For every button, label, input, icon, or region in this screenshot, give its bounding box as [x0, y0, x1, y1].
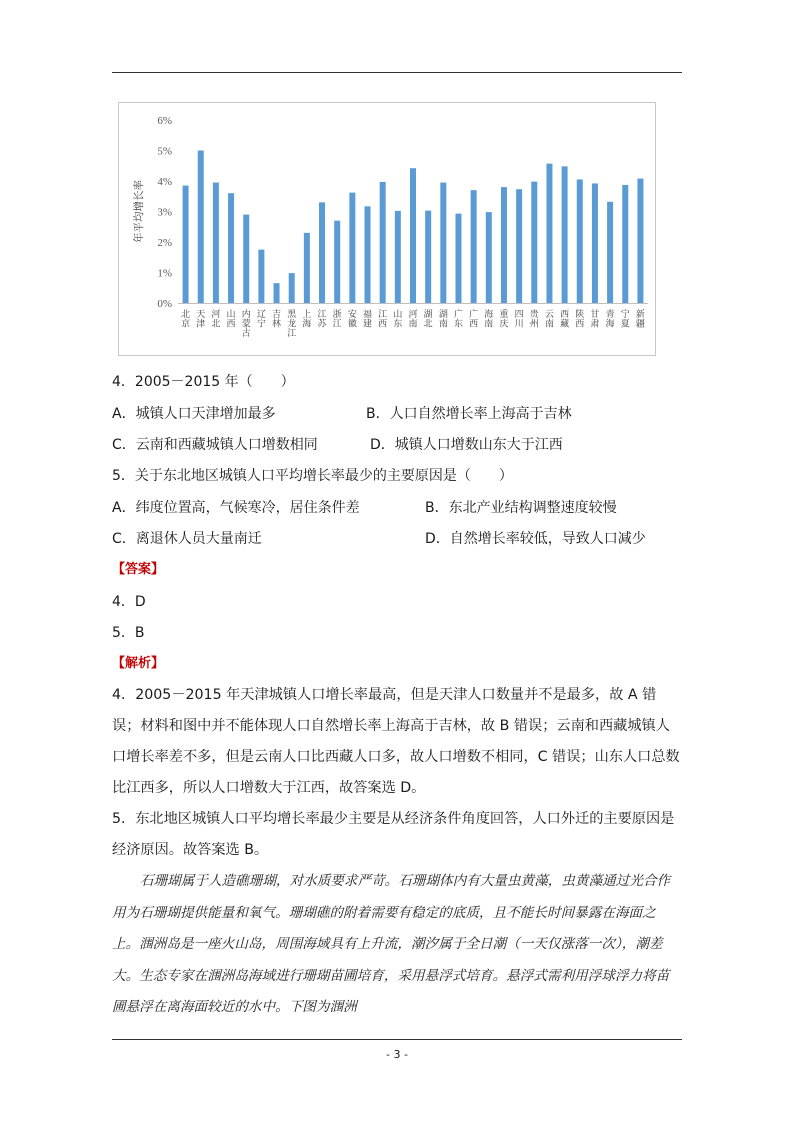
y-tick-label: 4%	[157, 176, 172, 188]
y-tick-label: 3%	[157, 206, 172, 219]
bar	[183, 186, 189, 303]
category-label: 上海	[302, 310, 312, 330]
category-label: 吉林	[272, 310, 282, 330]
analysis-heading: 【解析】	[112, 656, 165, 671]
category-label: 湖南	[438, 310, 448, 330]
bar	[486, 212, 492, 303]
answer-heading: 【答案】	[112, 562, 165, 577]
category-label: 青海	[605, 310, 615, 330]
bar	[425, 211, 431, 303]
question-5-option-d: D．自然增长率较低，导致人口减少	[425, 531, 646, 547]
category-label: 河北	[211, 310, 221, 330]
bar	[319, 202, 325, 303]
bar	[516, 189, 522, 303]
category-label: 四川	[514, 310, 524, 330]
category-label: 广东	[453, 310, 463, 330]
category-label: 湖北	[423, 310, 433, 330]
question-4-option-a: A．城镇人口天津增加最多	[112, 406, 276, 422]
category-label: 江苏	[317, 310, 327, 330]
bar	[440, 183, 446, 303]
question-5-option-b: B．东北产业结构调整速度较慢	[425, 500, 617, 516]
category-label: 宁夏	[620, 310, 630, 330]
question-4-option-d: D．城镇人口增数山东大于江西	[370, 437, 563, 453]
analysis-paragraph-5: 5．东北地区城镇人口平均增长率最少主要是从经济条件角度回答，人口外迁的主要原因是经济原因。故答案选 B。	[112, 811, 675, 858]
bar	[531, 182, 537, 303]
bar	[607, 202, 613, 303]
bar	[349, 193, 355, 303]
y-tick-label: 0%	[157, 298, 172, 310]
bar	[637, 179, 643, 303]
bar	[289, 273, 295, 303]
question-4-stem: 4．2005－2015 年（ ）	[112, 374, 295, 390]
question-5-stem: 5．关于东北地区城镇人口平均增长率最少的主要原因是（ ）	[112, 468, 513, 484]
bar	[365, 206, 371, 303]
category-label: 浙江	[332, 310, 342, 330]
question-5-option-c: C．离退休人员大量南迁	[112, 531, 262, 547]
bar	[395, 211, 401, 303]
category-label: 天津	[196, 310, 206, 330]
category-label: 北京	[181, 310, 191, 330]
bar	[228, 193, 234, 303]
y-axis-title: 年平均增长率	[133, 180, 145, 243]
bar	[410, 168, 416, 303]
category-label: 江西	[378, 310, 388, 330]
category-label: 云南	[544, 310, 554, 330]
category-label: 重庆	[499, 310, 509, 330]
category-label: 河南	[408, 310, 418, 330]
category-label: 辽宁	[256, 310, 266, 330]
growth-rate-chart	[118, 102, 656, 356]
bar	[562, 166, 568, 303]
bar	[258, 250, 264, 303]
category-label: 福建	[363, 310, 373, 330]
answer-4: 4．D	[112, 594, 146, 610]
y-tick-label: 5%	[157, 145, 172, 158]
question-4-option-c: C．云南和西藏城镇人口增数相同	[112, 437, 318, 453]
bar	[243, 215, 249, 303]
bar	[455, 214, 461, 303]
category-label: 黑龙江	[287, 310, 297, 339]
bar	[546, 164, 552, 303]
bar	[592, 183, 598, 303]
category-label: 西藏	[560, 310, 570, 330]
bar	[334, 221, 340, 303]
category-label: 甘肃	[590, 310, 600, 330]
bar	[577, 179, 583, 303]
bar	[213, 183, 219, 303]
bar	[304, 233, 310, 303]
category-label: 广西	[469, 310, 479, 330]
category-label: 安徽	[347, 310, 357, 330]
category-label: 陕西	[575, 310, 585, 330]
question-5-option-a: A．纬度位置高，气候寒冷，居住条件差	[112, 500, 360, 516]
category-label: 内蒙古	[241, 310, 251, 339]
bar	[501, 187, 507, 303]
category-label: 新疆	[635, 310, 645, 330]
bar	[274, 283, 280, 303]
y-tick-label: 1%	[157, 267, 172, 280]
header-rule	[112, 72, 682, 73]
answer-5: 5．B	[112, 625, 145, 641]
category-label: 山东	[393, 310, 403, 330]
category-label: 海南	[484, 310, 494, 330]
category-label: 山西	[226, 310, 236, 330]
y-tick-label: 2%	[157, 237, 172, 249]
footer-rule	[112, 1039, 682, 1040]
question-4-option-b: B．人口自然增长率上海高于吉林	[366, 406, 572, 422]
analysis-paragraph-4: 4．2005－2015 年天津城镇人口增长率最高，但是天津人口数量并不是最多，故 A 错误；材料和图中并不能体现人口自然增长率上海高于吉林，故 B 错误；云南和西藏城镇人口增长率差不多，但是云南人口比西藏人口多，故人口增数不相同，C 错误；山东人口总数比江西多，所以人口增数大于江西，故答案选 D。	[112, 687, 680, 796]
category-label: 贵州	[529, 310, 539, 330]
page-number: - 3 -	[386, 1048, 408, 1061]
bar	[622, 185, 628, 303]
y-tick-label: 6%	[157, 115, 172, 127]
bar	[471, 190, 477, 303]
bar-chart-svg	[119, 103, 655, 355]
coral-passage: 石珊瑚属于人造礁珊瑚，对水质要求严苛。石珊瑚体内有大量虫黄藻，虫黄藻通过光合作用为石珊瑚提供能量和氧气。珊瑚礁的附着需要有稳定的底质，且不能长时间暴露在海面之上。涠洲岛是一座火山岛，周围海域具有上升流，潮汐属于全日潮（一天仅涨落一次），潮差大。生态专家在涠洲岛海域进行珊瑚苗圃培育，采用悬浮式培育。悬浮式需利用浮球浮力将苗圃悬浮在离海面较近的水中。下图为涠洲	[112, 873, 671, 1015]
bar	[198, 151, 204, 304]
bar	[380, 182, 386, 303]
